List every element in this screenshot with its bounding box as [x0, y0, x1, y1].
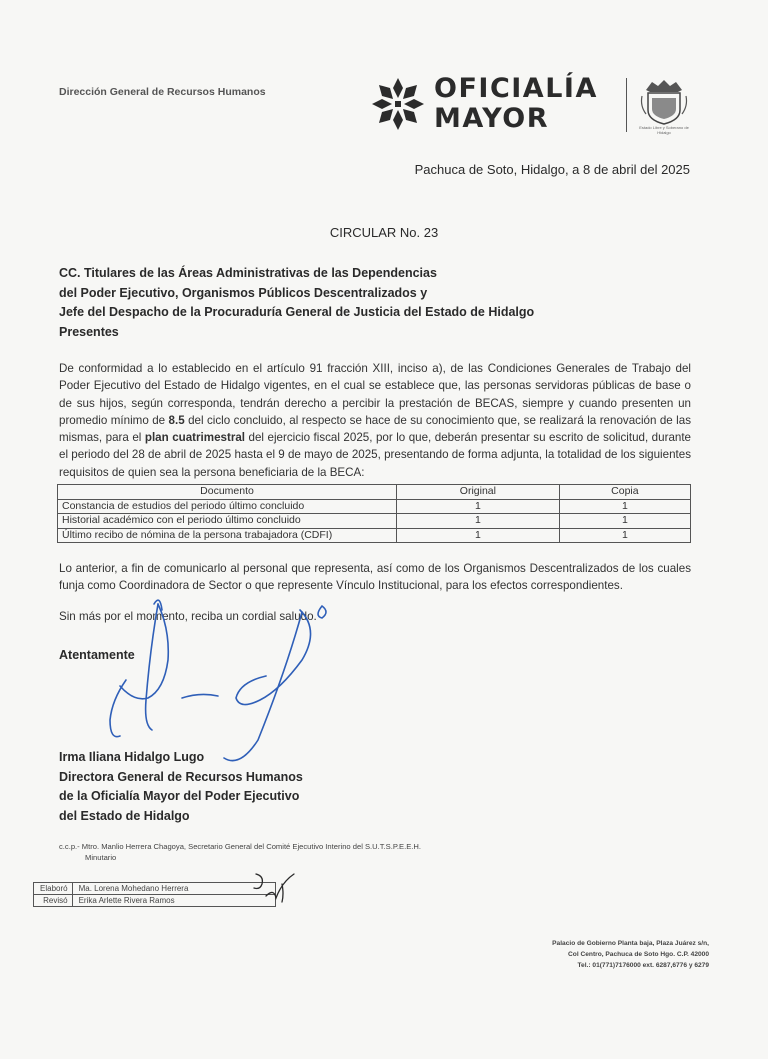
table-row — [58, 499, 691, 514]
logo-divider — [626, 78, 627, 132]
ccp-line: c.c.p.- Mtro. Manlio Herrera Chagoya, Secretario General del Comité Ejecutivo Interino del S.U.T.S.P.E.E.H. — [59, 842, 421, 851]
requirements-table — [57, 484, 691, 543]
table-cell: 1 — [397, 528, 560, 543]
footer-address — [552, 938, 709, 971]
table-cell: Historial académico con el periodo último concluido — [58, 514, 397, 529]
column-header: Documento — [58, 485, 397, 500]
table-row — [58, 528, 691, 543]
plan-name: plan cuatrimestral — [144, 431, 246, 445]
signer-title: Directora General de Recursos Humanos — [59, 769, 303, 784]
seal-caption: Estado Libre y Soberano de Hidalgo — [639, 125, 689, 135]
table-row — [34, 895, 276, 907]
p1-text-a: De conformidad a lo establecido en el artículo 91 fracción XIII, inciso a), de las Condiciones Generales de Trabajo del Poder Ejecutivo del Estado de Hidalgo vigentes, en el cual se establece que, las personas servidoras públicas de base o de sus hijos, según corresponda, tendrán derecho a percibir la prestación de BECAS, siempre y cuando presenten un promedio mínimo de — [59, 362, 691, 427]
table-header-row — [58, 485, 691, 500]
table-cell: 1 — [397, 499, 560, 514]
table-cell: Constancia de estudios del periodo último concluido — [58, 499, 397, 514]
department-name: Dirección General de Recursos Humanos — [59, 86, 266, 98]
p1-text-c: del ciclo concluido, al respecto se hace de su conocimiento que, se realizará la renovación de las mismas, para el — [59, 413, 691, 445]
role-label: Revisó — [34, 895, 73, 907]
sign-off: Atentamente — [59, 648, 135, 662]
signer-title: de la Oficialía Mayor del Poder Ejecutivo — [59, 789, 300, 803]
p1-text-e: del ejercicio fiscal 2025, por lo que, deberán presentar su escrito de solicitud, durante el periodo del 28 de abril de 2025 hasta el 9 de mayo de 2025, presentando de forma adjunta, la totalidad de los siguientes requisitos de quien sea la persona beneficiaria de la BECA: — [59, 431, 692, 479]
table-cell: 1 — [559, 514, 690, 529]
column-header: Original — [397, 485, 560, 500]
addressees — [59, 264, 534, 342]
table-cell: 1 — [559, 528, 690, 543]
addressee-line: CC. Titulares de las Áreas Administrativas de las Dependencias — [59, 266, 437, 280]
logo-line-1: OFICIALÍA — [434, 73, 598, 104]
elaboration-table — [33, 882, 276, 907]
table-row — [58, 514, 691, 529]
place-and-date: Pachuca de Soto, Hidalgo, a 8 de abril del 2025 — [414, 162, 690, 177]
closing-line: Sin más por el momento, reciba un cordial saludo. — [59, 610, 317, 623]
initials-signature — [252, 870, 302, 906]
table-row — [34, 883, 276, 895]
footer-line: Col Centro, Pachuca de Soto Hgo. C.P. 42000 — [568, 951, 709, 958]
addressee-line: Jefe del Despacho de la Procuraduría General de Justicia del Estado de Hidalgo — [59, 305, 535, 319]
footer-line: Palacio de Gobierno Planta baja, Plaza Juárez s/n, — [552, 940, 709, 947]
addressee-line: Presentes — [59, 324, 119, 339]
signer-title: del Estado de Hidalgo — [59, 808, 190, 823]
signer-block — [59, 748, 303, 826]
carbon-copy — [59, 841, 421, 863]
circular-title: CIRCULAR No. 23 — [329, 225, 439, 240]
ccp-line: Minutario — [85, 853, 117, 862]
table-cell: Último recibo de nómina de la persona trabajadora (CDFI) — [58, 528, 397, 543]
column-header: Copia — [559, 485, 690, 500]
table-cell: 1 — [559, 499, 690, 514]
table-cell: 1 — [397, 514, 560, 529]
role-label: Elaboró — [34, 883, 73, 895]
logo-wordmark — [434, 74, 598, 134]
signer-name: Irma Iliana Hidalgo Lugo — [59, 750, 205, 764]
role-name: Erika Arlette Rivera Ramos — [72, 895, 275, 907]
oficialia-mayor-logo — [370, 74, 700, 140]
role-name: Ma. Lorena Mohedano Herrera — [72, 883, 275, 895]
footer-line: Tel.: 01(771)7176000 ext. 6287,6776 y 6279 — [577, 962, 709, 969]
minimum-average: 8.5 — [168, 413, 185, 427]
snowflake-emblem-icon — [370, 76, 426, 132]
body-paragraph-1 — [59, 360, 691, 481]
logo-line-2: MAYOR — [434, 103, 550, 134]
body-paragraph-2: Lo anterior, a fin de comunicarlo al personal que representa, así como de los Organismos Descentralizados de los cuales funja como Coordinadora de Sector o que represente Vínculo Institucional, para los efectos correspondientes. — [59, 562, 691, 593]
addressee-line: del Poder Ejecutivo, Organismos Públicos Descentralizados y — [59, 285, 428, 300]
